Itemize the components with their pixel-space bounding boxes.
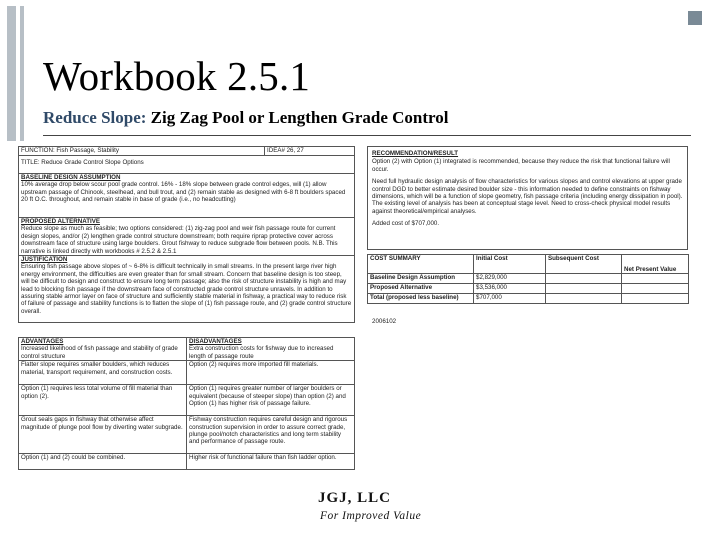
document-date-code: 2006102 xyxy=(372,318,397,325)
worksheet-table xyxy=(18,146,355,323)
slide-title: Workbook 2.5.1 xyxy=(43,53,311,99)
advantage-cell-4: Option (1) and (2) could be combined. xyxy=(19,454,187,470)
proposed-heading: PROPOSED ALTERNATIVE xyxy=(21,218,100,225)
left-decor-bar xyxy=(7,6,16,141)
disadvantage-cell-4: Higher risk of functional failure than fish ladder option. xyxy=(187,454,355,470)
pair-row-3 xyxy=(19,416,355,454)
disadvantages-heading: DISADVANTAGES xyxy=(189,338,242,345)
title-divider xyxy=(43,135,691,136)
recommendation-paragraph-2: Need full hydraulic design analysis of flow characteristics for various slopes and control elevations at upper grade control DGD to better estimate desired boulder size - this information needed to define constraints on fishway dimensions, which will be a function of slope geometry, fish passage criteria (including energy dissipation in pool). The existing level of analysis has been at conceptual stage level. Need to cross-check physical model results against theoretical/empirical analyses. xyxy=(372,178,683,215)
pair-row-4 xyxy=(19,454,355,470)
pair-row-0 xyxy=(19,338,355,361)
disadvantage-cell-0 xyxy=(187,338,355,361)
cost-subsequent xyxy=(546,294,622,304)
function-row xyxy=(19,147,355,156)
subtitle-lead: Reduce Slope: xyxy=(43,108,147,127)
company-tagline: For Improved Value xyxy=(320,510,422,522)
cost-header-row xyxy=(368,255,689,274)
function-cell: FUNCTION: Fish Passage, Stability xyxy=(19,147,265,156)
pair-row-1 xyxy=(19,361,355,385)
baseline-text: 10% average drop below scour pool grade control. 16% - 18% slope between grade control edges, will (1) allow upstream passage of Chinook, steelhead, and bull trout, and (2) remain stable as designed with 6-8 ft boulders spaced 20 ft O.C. throughout, and remain stable in base of grade (i.e., no headcutting) xyxy=(21,181,346,204)
advantage-cell-0 xyxy=(19,338,187,361)
justification-text: Ensuring fish passage above slopes of ~ 6-8% is difficult technically in small streams. In the present large river high energy environment, the difficulties are even greater than for small stream. Concern that baseline design is too steep, will be difficult to design and construct to ensure long term passage; also the risk of structure instability is high and may lead to blocking fish passage if the downstream face of constructed grade control structure unravels. In addition to assuring stable armor layer on face of structure and sufficiently stable material in fishway, a practical way to reduce risk of failure of passage and stability functions is to flatten the slope of (1) fish passage route, and (2) grade control structure overall. xyxy=(21,263,352,315)
cost-initial: $3,536,000 xyxy=(474,284,546,294)
slide-subtitle xyxy=(43,108,449,128)
proposed-cell xyxy=(19,218,355,256)
cost-npv xyxy=(622,274,689,284)
cost-row-baseline xyxy=(368,274,689,284)
company-logo: JGJ, LLC xyxy=(318,490,392,506)
cost-subsequent xyxy=(546,274,622,284)
advantage-cell-2: Option (1) requires less total volume of fill material than option (2). xyxy=(19,385,187,416)
left-decor-bar-thin xyxy=(20,6,24,141)
baseline-row xyxy=(19,174,355,218)
recommendation-heading: RECOMMENDATION/RESULT xyxy=(372,150,459,157)
title-row xyxy=(19,156,355,174)
cost-header-label: COST SUMMARY xyxy=(368,255,474,274)
pair-row-2 xyxy=(19,385,355,416)
cost-label: Proposed Alternative xyxy=(368,284,474,294)
disadvantage-cell-3: Fishway construction requires careful design and rigorous construction supervision in order to assure correct grade, plunge pool/notch characteristics and long term stability and performance of passage route. xyxy=(187,416,355,454)
advantage-cell-3: Grout seals gaps in fishway that otherwise affect magnitude of plunge pool flow by diverting water subgrade. xyxy=(19,416,187,454)
cost-row-proposed xyxy=(368,284,689,294)
cost-initial: $2,829,000 xyxy=(474,274,546,284)
proposed-text: Reduce slope as much as feasible; two options considered: (1) zig-zag pool and weir fish passage route for current design slopes, and/or (2) lengthen grade control structure downstream; both require riprap protective cover across downstream face of structure using large boulders. Grout fishway to reduce subgrade flow between pools. N.B. This narrative is linked directly with workbooks # 2.5.2 & 2.5.1 xyxy=(21,225,338,255)
cost-npv xyxy=(622,284,689,294)
proposed-row xyxy=(19,218,355,256)
cost-summary-table xyxy=(367,254,689,304)
cost-header-subsequent: Subsequent Cost xyxy=(546,255,622,274)
cost-row-total xyxy=(368,294,689,304)
cost-label: Total (proposed less baseline) xyxy=(368,294,474,304)
advantages-heading: ADVANTAGES xyxy=(21,338,64,345)
recommendation-paragraph-1: Option (2) with Option (1) integrated is recommended, because they reduce the risk that functional failure will occur. xyxy=(372,158,670,173)
adv-disadv-table xyxy=(18,337,355,470)
cost-label: Baseline Design Assumption xyxy=(368,274,474,284)
cost-initial: $707,000 xyxy=(474,294,546,304)
worksheet-title-cell: TITLE: Reduce Grade Control Slope Options xyxy=(19,156,355,174)
recommendation-box xyxy=(367,146,688,250)
corner-decoration xyxy=(688,11,702,25)
disadvantage-cell-1: Option (2) requires more imported fill materials. xyxy=(187,361,355,385)
advantage-text: Increased likelihood of fish passage and stability of grade control structure xyxy=(21,345,178,360)
justification-cell xyxy=(19,256,355,323)
disadvantage-text: Extra construction costs for fishway due to increased length of passage route xyxy=(189,345,334,360)
baseline-heading: BASELINE DESIGN ASSUMPTION xyxy=(21,174,121,181)
idea-cell: IDEA# 26, 27 xyxy=(265,147,355,156)
disadvantage-cell-2: Option (1) requires greater number of larger boulders or equivalent (because of steeper slope) than option (2) and Option (1) has higher risk of passage failure. xyxy=(187,385,355,416)
recommendation-paragraph-3: Added cost of $707,000. xyxy=(372,220,440,228)
cost-header-npv: Net Present Value xyxy=(622,255,689,274)
subtitle-rest: Zig Zag Pool or Lengthen Grade Control xyxy=(146,108,449,127)
advantage-cell-1: Flatter slope requires smaller boulders, which reduces material, transport requirement, and construction costs. xyxy=(19,361,187,385)
justification-heading: JUSTIFICATION xyxy=(21,256,68,264)
cost-npv xyxy=(622,294,689,304)
justification-row xyxy=(19,256,355,323)
cost-header-initial: Initial Cost xyxy=(474,255,546,274)
baseline-cell xyxy=(19,174,355,218)
cost-subsequent xyxy=(546,284,622,294)
